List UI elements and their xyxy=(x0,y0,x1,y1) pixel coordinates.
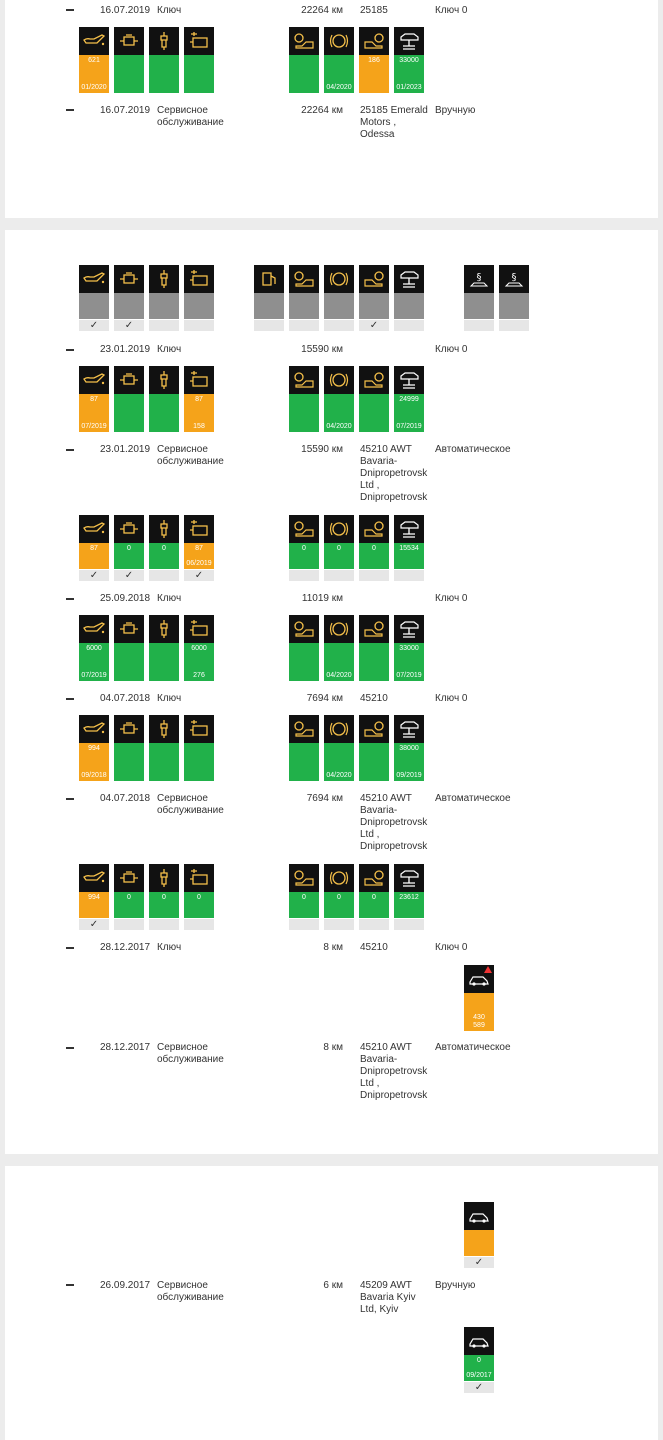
collapse-icon[interactable] xyxy=(66,1047,74,1049)
brake-rear-tile xyxy=(359,265,389,331)
spark-plug-tile xyxy=(149,715,179,781)
entry-dealer: 25185 xyxy=(360,5,388,16)
engine-filter-icon xyxy=(117,519,141,539)
inspection-lift-icon xyxy=(397,370,421,390)
engine-filter-tile: 0 xyxy=(114,864,144,930)
entry-dealer: 25185 Emerald Motors , Odessa xyxy=(360,105,428,140)
brake-rear-tile: 186 xyxy=(359,27,389,93)
brake-front-icon xyxy=(292,868,316,888)
engine-filter-tile xyxy=(114,615,144,681)
entry-mileage: 11019 км xyxy=(301,593,343,604)
vehicle-check-tile xyxy=(464,265,494,331)
brake-front-icon xyxy=(292,370,316,390)
entry-mileage: 15590 км xyxy=(301,444,343,455)
inspection-tile: 38000 09/2019 xyxy=(394,715,424,781)
spark-plug-icon xyxy=(152,619,176,639)
inspection-tile xyxy=(394,265,424,331)
oil-tile: 621 01/2020 xyxy=(79,27,109,93)
collapse-icon[interactable] xyxy=(66,698,74,700)
entry-date: 25.09.2018 xyxy=(100,593,151,604)
brake-fluid-tile: 04/2020 xyxy=(324,715,354,781)
spark-plug-icon xyxy=(152,370,176,390)
brake-rear-tile: 0 xyxy=(359,515,389,581)
brake-front-tile xyxy=(289,366,319,432)
check-icon: ✓ xyxy=(79,319,109,331)
entry-type: Ключ xyxy=(157,5,182,16)
entry-mileage: 22264 км xyxy=(301,105,343,116)
vehicle-check-tile: 430 589 xyxy=(464,965,494,1031)
battery-filter-tile xyxy=(184,27,214,93)
brake-rear-icon xyxy=(362,719,386,739)
engine-filter-icon xyxy=(117,370,141,390)
battery-filter-icon xyxy=(187,370,211,390)
battery-filter-icon xyxy=(187,619,211,639)
inspection-tile: 33000 07/2019 xyxy=(394,615,424,681)
vehicle-check-tile xyxy=(464,1202,494,1268)
engine-filter-tile: 0 ✓ xyxy=(114,515,144,581)
engine-filter-icon xyxy=(117,31,141,51)
check-icon: ✓ xyxy=(464,1381,494,1393)
battery-filter-icon xyxy=(187,31,211,51)
inspection-tile: 23612 xyxy=(394,864,424,930)
spark-plug-tile: 0 xyxy=(149,864,179,930)
entry-mileage: 7694 км xyxy=(306,793,343,804)
spark-plug-tile: 0 xyxy=(149,515,179,581)
brake-fluid-tile: 04/2020 xyxy=(324,615,354,681)
brake-front-icon xyxy=(292,619,316,639)
collapse-icon[interactable] xyxy=(66,109,74,111)
brake-rear-tile xyxy=(359,366,389,432)
collapse-icon[interactable] xyxy=(66,947,74,949)
entry-type: Сервисное обслуживание xyxy=(157,1042,224,1065)
engine-filter-icon xyxy=(117,868,141,888)
entry-dealer: 45209 AWT Bavaria Kyiv Ltd, Kyiv xyxy=(360,1280,416,1315)
oil-tile: 87 07/2019 xyxy=(79,366,109,432)
entry-dealer: 45210 xyxy=(360,942,388,953)
entry-mode: Автоматическое xyxy=(435,793,511,804)
brake-fluid-icon xyxy=(327,269,351,289)
service-card-3 xyxy=(5,1166,658,1440)
oil-icon xyxy=(82,31,106,51)
entry-mode: Автоматическое xyxy=(435,1042,511,1053)
inspection-tile: 24999 07/2019 xyxy=(394,366,424,432)
oil-icon xyxy=(82,719,106,739)
battery-filter-icon xyxy=(187,519,211,539)
brake-rear-icon xyxy=(362,31,386,51)
entry-date: 16.07.2019 xyxy=(100,5,151,16)
oil-tile: 87 ✓ xyxy=(79,515,109,581)
brake-rear-icon xyxy=(362,370,386,390)
brake-rear-icon xyxy=(362,519,386,539)
entry-type: Сервисное обслуживание xyxy=(157,444,224,467)
entry-date: 16.07.2019 xyxy=(100,105,151,116)
engine-filter-icon xyxy=(117,719,141,739)
engine-filter-tile xyxy=(114,265,144,331)
brake-fluid-icon xyxy=(327,519,351,539)
engine-filter-icon xyxy=(117,619,141,639)
battery-filter-tile xyxy=(184,265,214,331)
inspection-lift-icon xyxy=(397,868,421,888)
collapse-icon[interactable] xyxy=(66,349,74,351)
entry-dealer: 45210 AWT Bavaria-Dnipropetrovsk Ltd , Dnipropetrovsk xyxy=(360,793,428,852)
battery-filter-tile: 0 xyxy=(184,864,214,930)
entry-mode: Ключ 0 xyxy=(435,5,468,16)
entry-type: Ключ xyxy=(157,942,182,953)
engine-filter-tile xyxy=(114,27,144,93)
entry-date: 04.07.2018 xyxy=(100,693,151,704)
inspection-tile: 15534 xyxy=(394,515,424,581)
battery-filter-icon xyxy=(187,868,211,888)
brake-fluid-tile: 04/2020 xyxy=(324,27,354,93)
brake-rear-icon xyxy=(362,619,386,639)
inspection-lift-icon xyxy=(397,31,421,51)
collapse-icon[interactable] xyxy=(66,449,74,451)
battery-filter-icon xyxy=(187,269,211,289)
legal-inspection-icon xyxy=(502,269,526,289)
spark-plug-icon xyxy=(152,269,176,289)
fuel-filter-icon xyxy=(257,269,281,289)
collapse-icon[interactable] xyxy=(66,598,74,600)
entry-mode: Ключ 0 xyxy=(435,942,468,953)
entry-dealer: 45210 xyxy=(360,693,388,704)
brake-front-icon xyxy=(292,269,316,289)
brake-front-tile: 0 xyxy=(289,864,319,930)
spark-plug-icon xyxy=(152,868,176,888)
collapse-icon[interactable] xyxy=(66,9,74,11)
engine-filter-icon xyxy=(117,269,141,289)
engine-filter-tile xyxy=(114,715,144,781)
warning-icon xyxy=(484,966,492,973)
brake-front-tile xyxy=(289,265,319,331)
entry-mileage: 7694 км xyxy=(306,693,343,704)
brake-fluid-tile: 0 xyxy=(324,515,354,581)
oil-icon xyxy=(82,619,106,639)
inspection-tile: 33000 01/2023 xyxy=(394,27,424,93)
spark-plug-tile xyxy=(149,615,179,681)
spark-plug-icon xyxy=(152,519,176,539)
brake-rear-icon xyxy=(362,269,386,289)
brake-front-icon xyxy=(292,31,316,51)
entry-date: 23.01.2019 xyxy=(100,444,151,455)
brake-fluid-tile: 04/2020 xyxy=(324,366,354,432)
vehicle-check-icon xyxy=(467,1331,491,1351)
entry-date: 04.07.2018 xyxy=(100,793,151,804)
entry-mileage: 8 км xyxy=(323,942,343,953)
brake-fluid-icon xyxy=(327,868,351,888)
entry-date: 28.12.2017 xyxy=(100,1042,151,1053)
entry-mode: Вручную xyxy=(435,105,476,116)
brake-front-icon xyxy=(292,519,316,539)
check-icon: ✓ xyxy=(464,1256,494,1268)
oil-icon xyxy=(82,370,106,390)
battery-filter-tile xyxy=(184,715,214,781)
brake-fluid-tile xyxy=(324,265,354,331)
entry-mode: Автоматическое xyxy=(435,444,511,455)
inspection-lift-icon xyxy=(397,519,421,539)
oil-tile: 994 ✓ xyxy=(79,864,109,930)
spark-plug-icon xyxy=(152,31,176,51)
spark-plug-tile xyxy=(149,366,179,432)
brake-rear-tile: 0 xyxy=(359,864,389,930)
battery-filter-icon xyxy=(187,719,211,739)
brake-front-tile xyxy=(289,27,319,93)
legal-inspection-icon xyxy=(467,269,491,289)
entry-mode: Вручную xyxy=(435,1280,476,1291)
brake-front-icon xyxy=(292,719,316,739)
brake-fluid-icon xyxy=(327,619,351,639)
entry-dealer: 45210 AWT Bavaria-Dnipropetrovsk Ltd , Dnipropetrovsk xyxy=(360,444,428,503)
battery-filter-tile: 87 06/2019 ✓ xyxy=(184,515,214,581)
service-card-2 xyxy=(5,230,658,1154)
entry-date: 26.09.2017 xyxy=(100,1280,151,1291)
collapse-icon[interactable] xyxy=(66,1284,74,1286)
entry-type: Ключ xyxy=(157,693,182,704)
entry-mode: Ключ 0 xyxy=(435,693,468,704)
brake-front-tile xyxy=(289,615,319,681)
oil-tile: 6000 07/2019 xyxy=(79,615,109,681)
service-card-1 xyxy=(5,0,658,218)
entry-mode: Ключ 0 xyxy=(435,593,468,604)
battery-filter-tile: 6000 276 xyxy=(184,615,214,681)
entry-mileage: 6 км xyxy=(323,1280,343,1291)
brake-fluid-tile: 0 xyxy=(324,864,354,930)
brake-front-tile: 0 xyxy=(289,515,319,581)
brake-fluid-icon xyxy=(327,31,351,51)
brake-rear-tile xyxy=(359,615,389,681)
collapse-icon[interactable] xyxy=(66,798,74,800)
entry-mileage: 22264 км xyxy=(301,5,343,16)
brake-front-tile xyxy=(289,715,319,781)
brake-fluid-icon xyxy=(327,719,351,739)
fuel-filter-tile xyxy=(254,265,284,331)
entry-mileage: 15590 км xyxy=(301,344,343,355)
brake-rear-tile xyxy=(359,715,389,781)
battery-filter-tile: 87 158 xyxy=(184,366,214,432)
check-icon: ✓ xyxy=(114,319,144,331)
oil-tile: 994 09/2018 xyxy=(79,715,109,781)
entry-date: 28.12.2017 xyxy=(100,942,151,953)
check-icon: ✓ xyxy=(359,319,389,331)
engine-filter-tile xyxy=(114,366,144,432)
entry-type: Сервисное обслуживание xyxy=(157,793,224,816)
oil-icon xyxy=(82,868,106,888)
entry-mode: Ключ 0 xyxy=(435,344,468,355)
spark-plug-tile xyxy=(149,27,179,93)
entry-dealer: 45210 AWT Bavaria-Dnipropetrovsk Ltd , Dnipropetrovsk xyxy=(360,1042,428,1101)
legal-inspection-tile xyxy=(499,265,529,331)
vehicle-check-tile: 0 09/2017 ✓ xyxy=(464,1327,494,1393)
spark-plug-tile xyxy=(149,265,179,331)
brake-rear-icon xyxy=(362,868,386,888)
oil-tile xyxy=(79,265,109,331)
inspection-lift-icon xyxy=(397,619,421,639)
inspection-lift-icon xyxy=(397,719,421,739)
entry-type: Ключ xyxy=(157,593,182,604)
inspection-lift-icon xyxy=(397,269,421,289)
entry-mileage: 8 км xyxy=(323,1042,343,1053)
brake-fluid-icon xyxy=(327,370,351,390)
oil-icon xyxy=(82,269,106,289)
oil-icon xyxy=(82,519,106,539)
entry-type: Ключ xyxy=(157,344,182,355)
spark-plug-icon xyxy=(152,719,176,739)
entry-type: Сервисное обслуживание xyxy=(157,105,224,128)
entry-date: 23.01.2019 xyxy=(100,344,151,355)
entry-type: Сервисное обслуживание xyxy=(157,1280,224,1303)
vehicle-check-icon xyxy=(467,1206,491,1226)
